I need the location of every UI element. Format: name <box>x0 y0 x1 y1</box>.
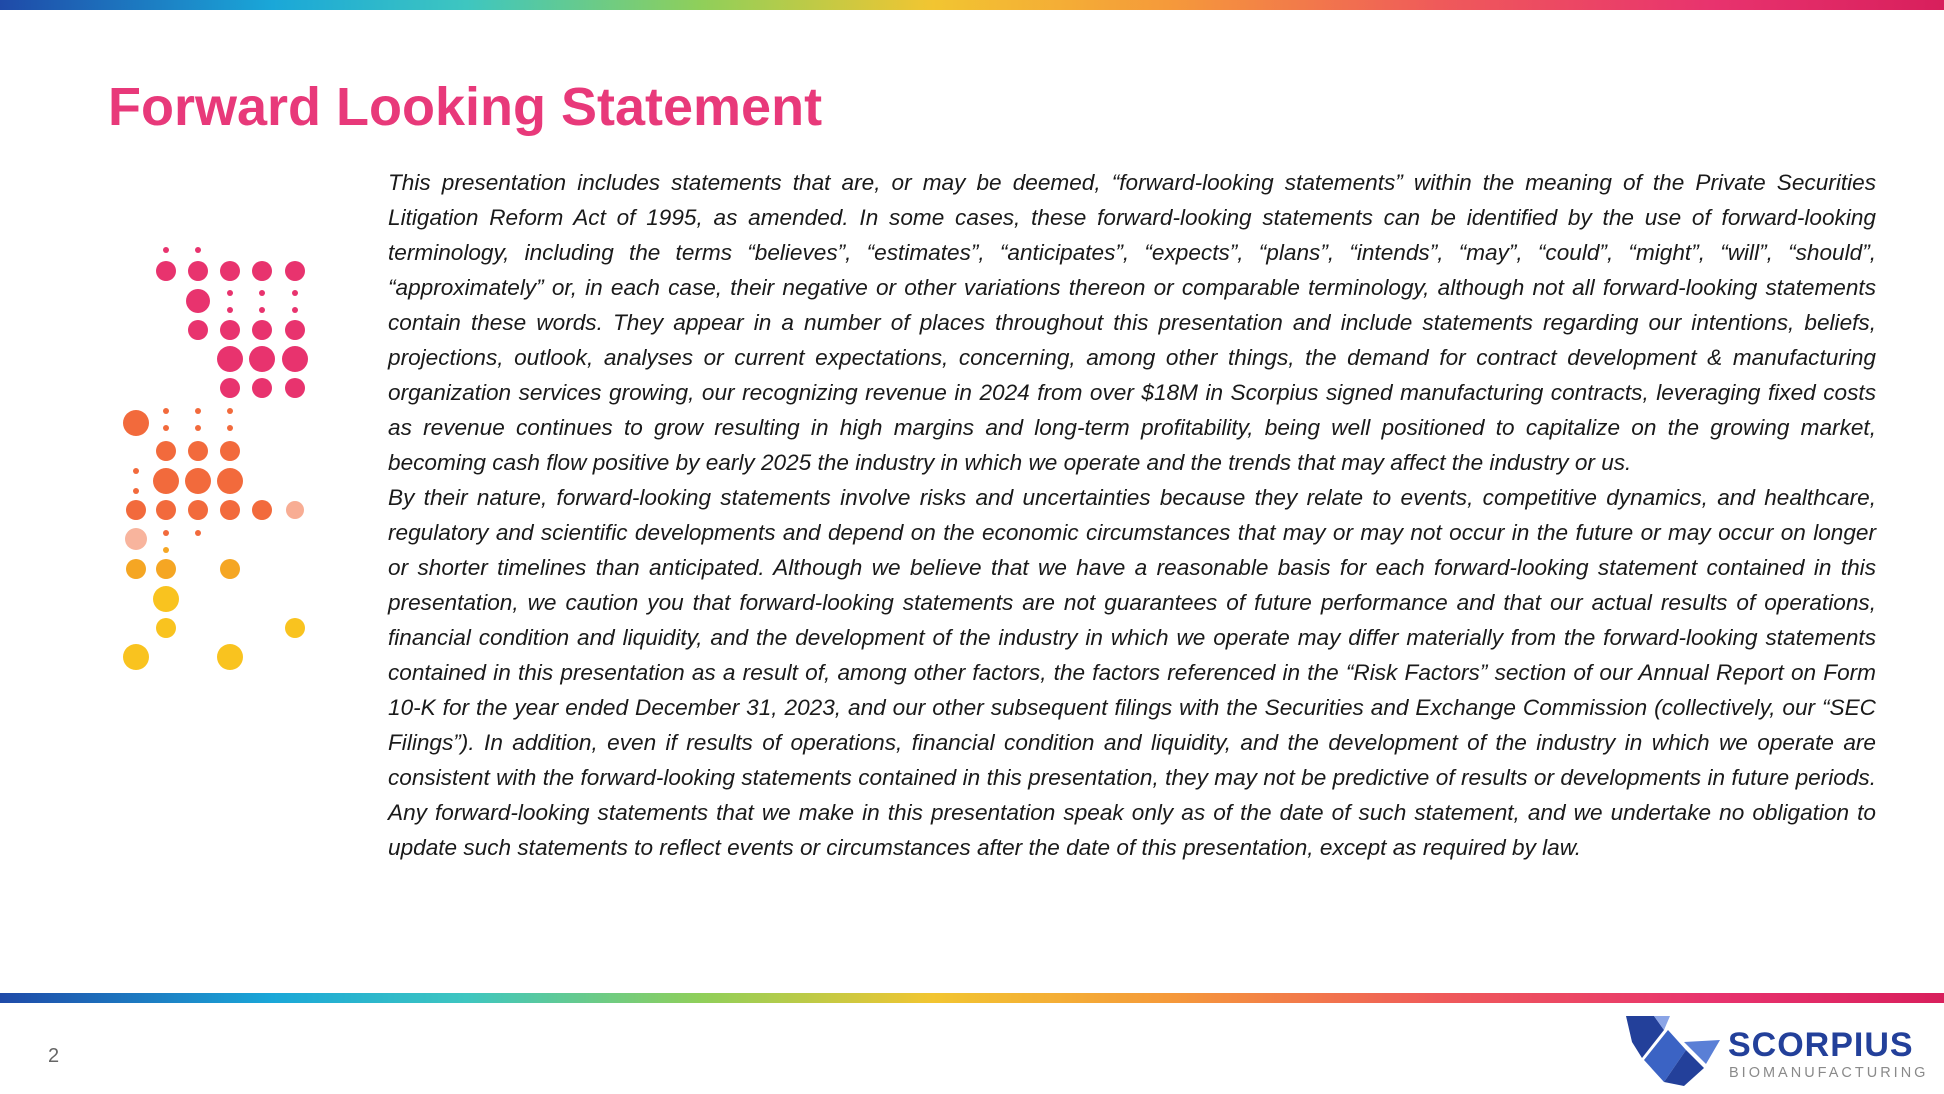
logo-wordmark: SCORPIUS <box>1728 1026 1914 1064</box>
bottom-gradient-bar <box>0 993 1944 1003</box>
disclaimer-body <box>388 165 1876 865</box>
logo-subtitle: BIOMANUFACTURING <box>1729 1065 1929 1081</box>
page-number: 2 <box>48 1045 60 1067</box>
slide-title: Forward Looking Statement <box>108 77 823 137</box>
disclaimer-paragraph-2: By their nature, forward-looking statements involve risks and uncertainties because they relate to events, competitive dynamics, and healthcare, regulatory and scientific developments and depend on the economic circumstances that may or may not occur in the future or may occur on longer or shorter timelines than anticipated. Although we believe that we have a reasonable basis for each forward-looking statement contained in this presentation, we caution you that forward-looking statements are not guarantees of future performance and that our actual results of operations, financial condition and liquidity, and the development of the industry in which we operate may differ materially from the forward-looking statements contained in this presentation as a result of, among other factors, the factors referenced in the “Risk Factors” section of our Annual Report on Form 10-K for the year ended December 31, 2023, and our other subsequent filings with the Securities and Exchange Commission (collectively, our “SEC Filings”). In addition, even if results of operations, financial condition and liquidity, and the development of the industry in which we operate are consistent with the forward-looking statements contained in this presentation, they may not be predictive of results or developments in future periods. Any forward-looking statements that we make in this presentation speak only as of the date of such statement, and we undertake no obligation to update such statements to reflect events or circumstances after the date of this presentation, except as required by law. <box>388 485 1876 860</box>
top-gradient-bar <box>0 0 1944 10</box>
disclaimer-paragraph-1: This presentation includes statements that are, or may be deemed, “forward-looking statements” within the meaning of the Private Securities Litigation Reform Act of 1995, as amended. In some cases, these forward-looking statements can be identified by the use of forward-looking terminology, including the terms “believes”, “estimates”, “anticipates”, “expects”, “plans”, “intends”, “may”, “could”, “might”, “will”, “should”, “approximately” or, in each case, their negative or other variations thereon or comparable terminology, although not all forward-looking statements contain these words. They appear in a number of places throughout this presentation and include statements regarding our intentions, beliefs, projections, outlook, analyses or current expectations, concerning, among other things, the demand for contract development & manufacturing organization services growing, our recognizing revenue in 2024 from over $18M in Scorpius signed manufacturing contracts, leveraging fixed costs as revenue continues to grow resulting in high margins and long-term profitability, being well positioned to capitalize on the growing market, becoming cash flow positive by early 2025 the industry in which we operate and the trends that may affect the industry or us. <box>388 170 1876 475</box>
decorative-dot-pattern <box>110 235 320 695</box>
